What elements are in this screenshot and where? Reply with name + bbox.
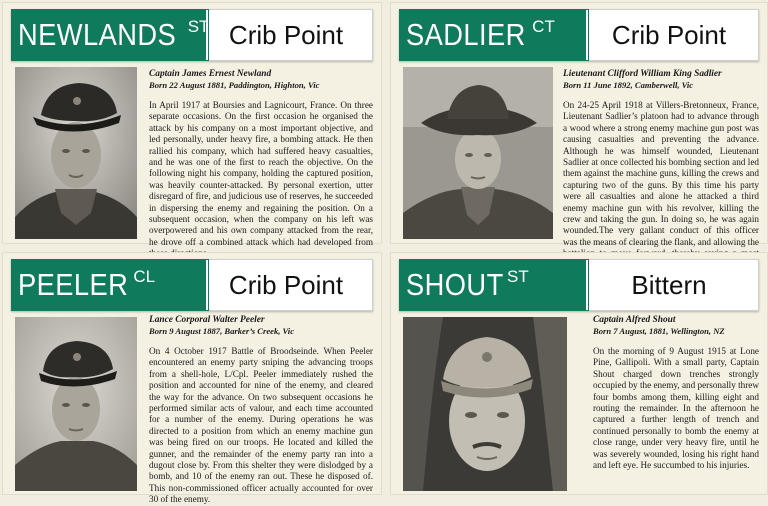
street-name: SADLIER [406,17,526,52]
recipient-birth: Born 9 August 1887, Barker’s Creek, Vic [149,326,295,336]
citation-text: On 24-25 April 1918 at Villers-Bretonneux, France, Lieutenant Sadlier’s platoon had to advance through a wood where a strong enemy machine gun post was causing casualties and preventing the advance. Although he was himself wounded, Lieutenant Sadlier at once collected his bombing section and led them against the machine guns, killing the crews and capturing two of the guns. By this time his party were all casualties and alone he attacked a third enemy machine gun with his revolver, killing the crew and taking the gun. In doing so, he was again wounded.The very gallant conduct of this officer was the means of clearing the flank, and allowing the [563,100,759,247]
recipient-birth: Born 7 August, 1881, Wellington, NZ [593,326,725,336]
street-type: CL [133,267,156,286]
street-type: CT [532,17,555,36]
citation-text: On 4 October 1917 Battle of Broodseinde. When Peeler encountered an enemy party sniping the advancing troops from a shell-hole, L/Cpl. Peeler immediately rushed the position and accounted for nine of the enemy, and cleared the way for the advance. On two subsequent occasions he performed similar acts of valour, and each time accounted for a number of the enemy. During operations he was directed to a position from which an enemy machine gun was being fired on our troops. He located and killed the gunner, and the remainder of the enemy party ran into a dugout close by. From this shelter they were dislodged by a bomb, and 10 of the enemy ran out. These he disposed of. This non-commissioned officer actually accounted for over 30 of the enemy. [149,346,373,505]
citation-text: On the morning of 9 August 1915 at Lone Pine, Gallipoli. With a small party, Captain Shout charged down trenches strongly occupied by the enemy, and personally threw four bombs among them, killing eight and routing the remainder. In the afternoon he captured a further length of trench and continued personally to bomb the enemy at close range, under very heavy fire, until he was severely wounded, losing his right hand and left eye. He succumbed to his injuries. [593,346,759,471]
suburb-name: Bittern [631,269,707,300]
suburb-name: Crib Point [228,19,344,50]
plaque-header [399,259,759,311]
citation [593,315,759,471]
plaque-header [11,259,373,311]
suburb-name: Crib Point [611,19,727,50]
recipient-name: Lance Corporal Walter Peeler [149,315,265,325]
street-sign [12,260,208,310]
recipient-birth: Born 22 August 1881, Paddington, Highton, Vic [149,80,320,90]
portrait-photo [15,67,137,239]
suburb-name: Crib Point [228,269,344,300]
street-sign [12,10,208,60]
portrait-photo [403,317,567,491]
citation [563,69,759,271]
plaque-newlands [2,2,382,247]
citation [149,315,373,506]
portrait-photo [403,67,553,239]
plaque-sadlier [390,2,768,247]
recipient-name: Captain Alfred Shout [593,315,676,325]
plaque-shout [390,252,768,495]
plaque-header [399,9,759,61]
street-name: PEELER [18,267,129,302]
citation-text: In April 1917 at Boursies and Lagnicourt, France. On three separate occasions. On the first occasion he organised the attack by his company on a most important objective, and led personally, under heavy fire, a bombing attack. He then rallied his company, which had suffered heavy casualties, and he was one of the first to reach the objective. On the following night his company, holding the captured position, was heavily counter-attacked. By personal exertion, utter disregard of fire, and judicious use of reserves, he succeeded in dispersing the enemy and regaining the position. On a subsequent occasion, when the company on his left was overpowered and his own company attacked from the rear, he drove off a combined attack which had developed from [149,100,373,247]
street-type: ST [187,17,210,36]
plaque-peeler [2,252,382,505]
street-sign [400,10,588,60]
recipient-name: Lieutenant Clifford William King Sadlier [563,69,722,79]
street-name: NEWLANDS [18,17,177,52]
recipient-name: Captain James Ernest Newland [149,69,272,79]
street-type: ST [507,267,529,286]
street-name: SHOUT [406,267,504,302]
citation [149,69,373,260]
portrait-photo [15,317,137,491]
plaque-header [11,9,373,61]
recipient-birth: Born 11 June 1892, Camberwell, Vic [563,80,694,90]
street-sign [400,260,588,310]
